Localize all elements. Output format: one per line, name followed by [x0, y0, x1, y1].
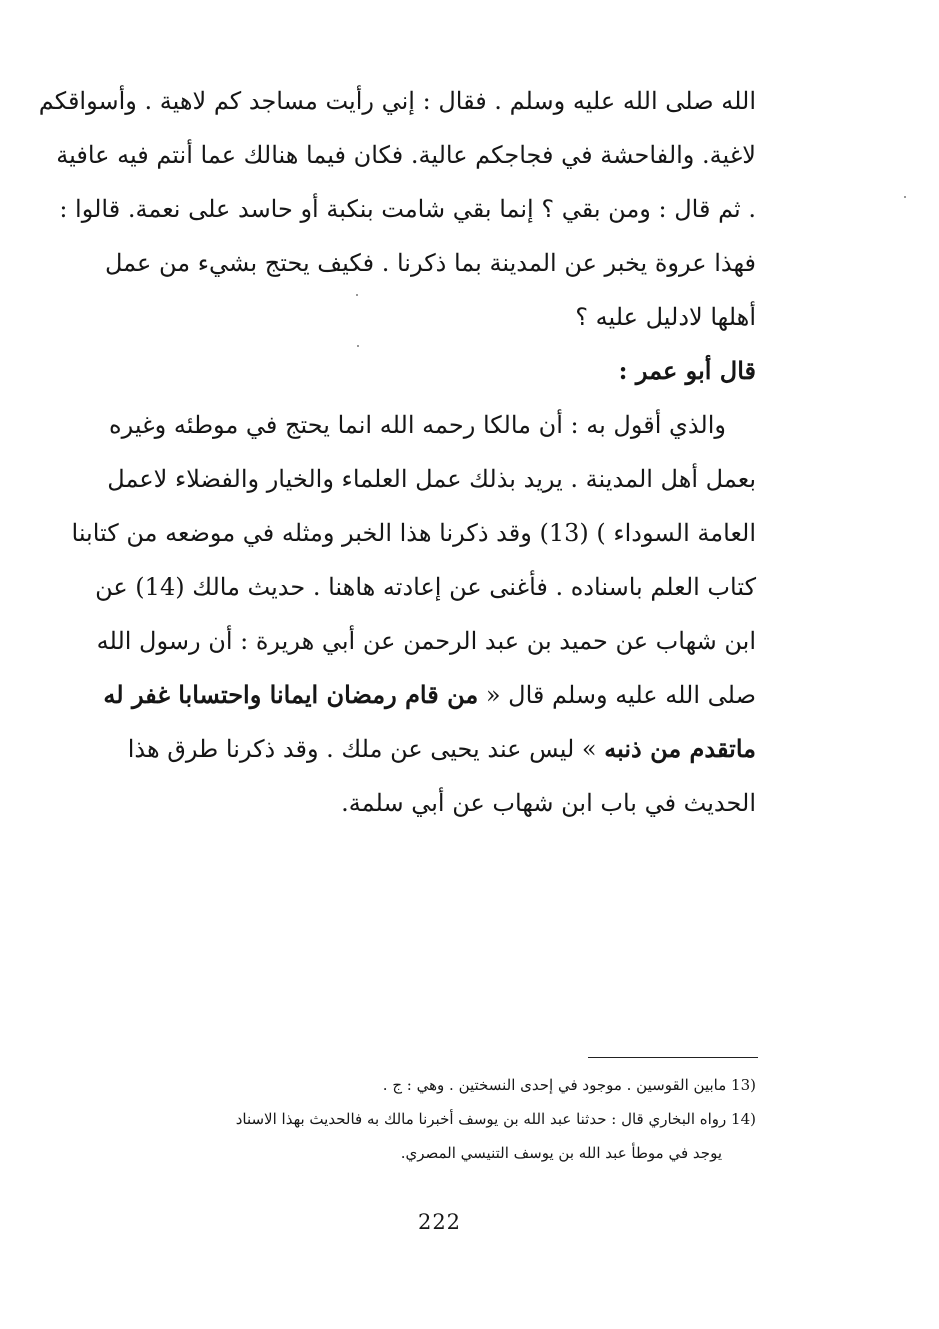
hadith-text-bold: ماتقدم من ذنبه: [604, 734, 756, 763]
scan-speck: [904, 196, 906, 198]
main-text: [38, 74, 756, 830]
hadith-text-bold: من قام رمضان ايمانا واحتسابا غفر له: [103, 680, 479, 709]
text-line: أهلها لادليل عليه ؟: [575, 303, 756, 331]
footnotes: [132, 1068, 756, 1170]
footnote-13: (13 مابين القوسين . موجود في إحدى النسختين . وهي : ج .: [382, 1076, 756, 1094]
text-line: كتاب العلم باسناده . فأغنى عن إعادته هاهنا . حديث مالك (14) عن: [95, 573, 756, 601]
scan-speck: [357, 345, 359, 347]
text-line: فهذا عروة يخبر عن المدينة بما ذكرنا . فكيف يحتج بشيء من عمل: [105, 249, 756, 277]
scan-speck: [356, 294, 358, 296]
text-line: . ثم قال : ومن بقي ؟ إنما بقي شامت بنكبة أو حاسد على نعمة. قالوا :: [59, 195, 756, 223]
text-line: ابن شهاب عن حميد بن عبد الرحمن عن أبي هريرة : أن رسول الله: [96, 627, 756, 655]
text-segment: صلى الله عليه وسلم قال «: [478, 681, 756, 709]
text-line: لاغية. والفاحشة في فجاجكم عالية. فكان فيما هنالك عما أنتم فيه عافية: [56, 141, 756, 169]
footnote-14-continued: يوجد في موطأ عبد الله بن يوسف التنيسي المصري.: [400, 1144, 722, 1162]
text-line-hadith: [127, 722, 756, 776]
text-segment: » ليس عند يحيى عن ملك . وقد ذكرنا طرق هذا: [127, 735, 605, 763]
footnote-divider: [588, 1057, 758, 1058]
text-line: الله صلى الله عليه وسلم . فقال : إني رأيت مساجد كم لاهية . وأسواقكم: [38, 87, 756, 115]
footnote-14: (14 رواه البخاري قال : حدثنا عبد الله بن يوسف أخبرنا مالك به فالحديث بهذا الاسناد: [235, 1110, 756, 1128]
page-number: 222: [417, 1210, 462, 1234]
text-line: الحديث في باب ابن شهاب عن أبي سلمة.: [341, 789, 756, 817]
text-line: بعمل أهل المدينة . يريد بذلك عمل العلماء والخيار والفضلاء لاعمل: [107, 465, 756, 493]
text-line-hadith: [103, 668, 756, 722]
text-line: والذي أقول به : أن مالكا رحمه الله انما يحتج في موطئه وغيره: [109, 411, 726, 439]
text-line: العامة السوداء ) (13) وقد ذكرنا هذا الخبر ومثله في موضعه من كتابنا: [71, 519, 756, 547]
section-heading: قال أبو عمر :: [618, 356, 756, 385]
